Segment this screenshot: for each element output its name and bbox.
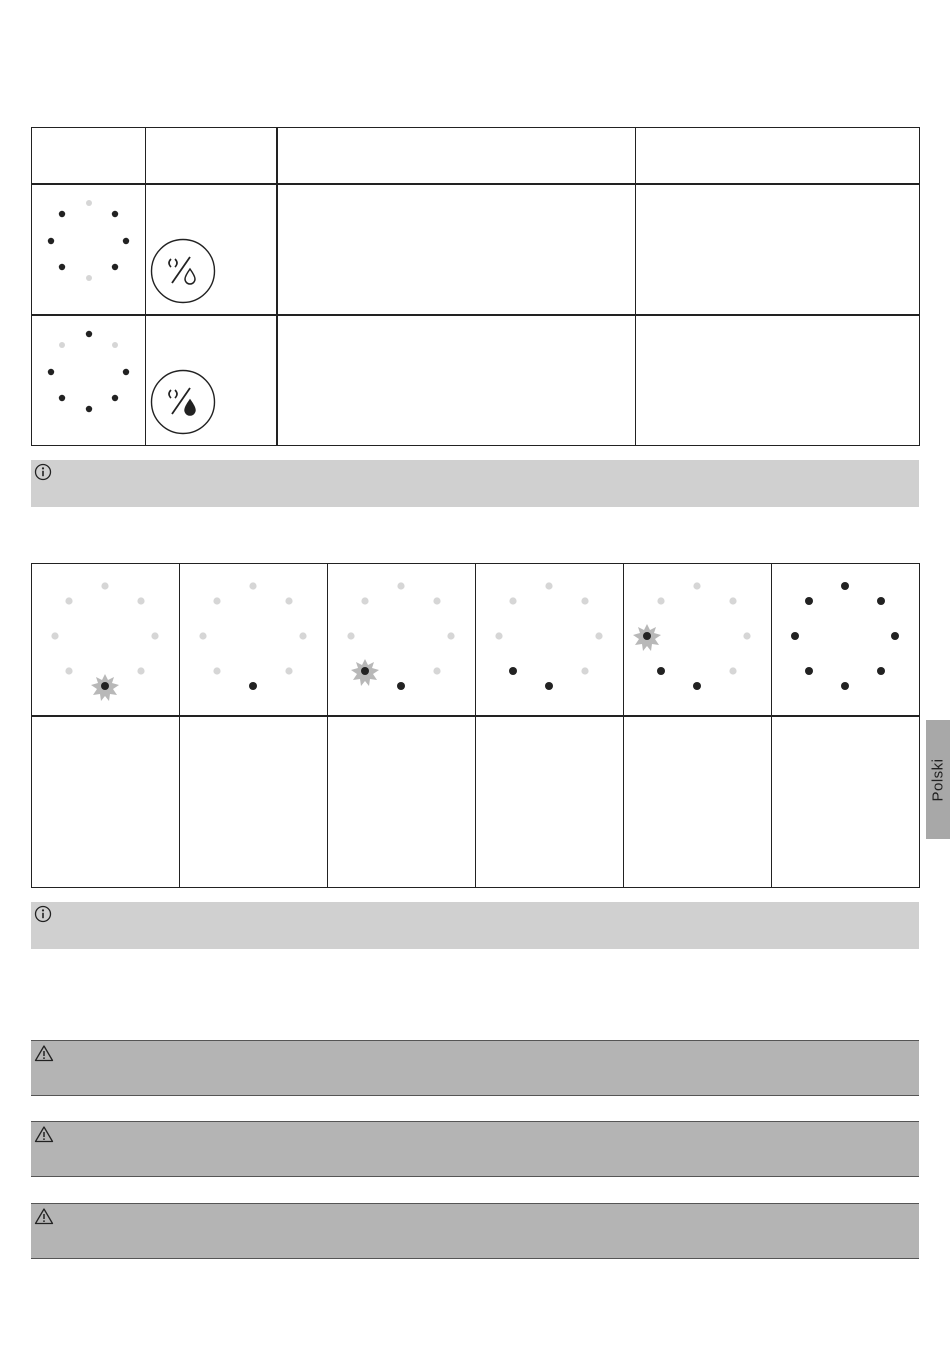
sequence-step-cell: [476, 564, 624, 716]
led-dot-on: [112, 394, 118, 400]
info-notice: [31, 460, 919, 507]
header-cell-pattern: [32, 128, 146, 184]
led-ring-step: [624, 564, 770, 714]
mode-table: [31, 127, 920, 446]
info-notice: [31, 902, 919, 949]
sequence-description-cell: [180, 716, 328, 888]
led-dot-on: [123, 237, 129, 243]
header-cell-description: [277, 128, 636, 184]
description-cell: [277, 184, 636, 315]
warning-triangle-icon: [34, 1207, 54, 1225]
sequence-step-cell: [624, 564, 772, 716]
sequence-pattern-row: [32, 564, 920, 716]
sequence-description-cell: [32, 716, 180, 888]
sequence-step-cell: [772, 564, 920, 716]
sequence-description-row: [32, 716, 920, 888]
sequence-description-cell: [772, 716, 920, 888]
sequence-description-cell: [328, 716, 476, 888]
led-dot-on: [59, 394, 65, 400]
header-cell-notes: [636, 128, 920, 184]
led-ring-step: [772, 564, 918, 714]
led-ring-step: [476, 564, 622, 714]
sequence-table: [31, 563, 920, 888]
button-icon-cell: [146, 184, 277, 315]
sequence-description-cell: [624, 716, 772, 888]
led-ring-cell: [32, 184, 146, 315]
info-icon: [34, 463, 52, 481]
led-dot-on: [59, 263, 65, 269]
sequence-step-cell: [32, 564, 180, 716]
led-dot-on: [86, 330, 92, 336]
led-ring-pattern: [32, 316, 144, 445]
led-ring-step: [328, 564, 474, 714]
led-ring-pattern: [32, 185, 144, 314]
led-dot-off: [86, 200, 92, 206]
humidity-button-icon: [146, 185, 275, 314]
led-dot-on: [123, 368, 129, 374]
led-dot-on: [86, 405, 92, 411]
table-row: [32, 184, 920, 315]
warning-notice: [31, 1121, 919, 1177]
sequence-step-cell: [328, 564, 476, 716]
table-row: [32, 315, 920, 446]
description-cell: [277, 315, 636, 446]
led-dot-off: [59, 342, 65, 348]
led-dot-on: [48, 237, 54, 243]
language-tab-label: Polski: [929, 757, 947, 802]
warning-notice: [31, 1040, 919, 1096]
led-dot-on: [59, 210, 65, 216]
info-icon: [34, 905, 52, 923]
led-dot-on: [112, 210, 118, 216]
warning-notice: [31, 1203, 919, 1259]
led-ring-step: [32, 564, 178, 714]
led-dot-off: [86, 275, 92, 281]
button-icon-cell: [146, 315, 277, 446]
notes-cell: [636, 315, 920, 446]
led-ring-step: [180, 564, 326, 714]
led-dot-on: [112, 263, 118, 269]
notes-cell: [636, 184, 920, 315]
led-ring-cell: [32, 315, 146, 446]
warning-triangle-icon: [34, 1044, 54, 1062]
warning-triangle-icon: [34, 1125, 54, 1143]
sequence-description-cell: [476, 716, 624, 888]
language-tab[interactable]: [926, 720, 950, 839]
sequence-step-cell: [180, 564, 328, 716]
led-dot-on: [48, 368, 54, 374]
header-cell-icon: [146, 128, 277, 184]
humidity-button-icon: [146, 316, 275, 445]
mode-table-header: [32, 128, 920, 184]
led-dot-off: [112, 342, 118, 348]
